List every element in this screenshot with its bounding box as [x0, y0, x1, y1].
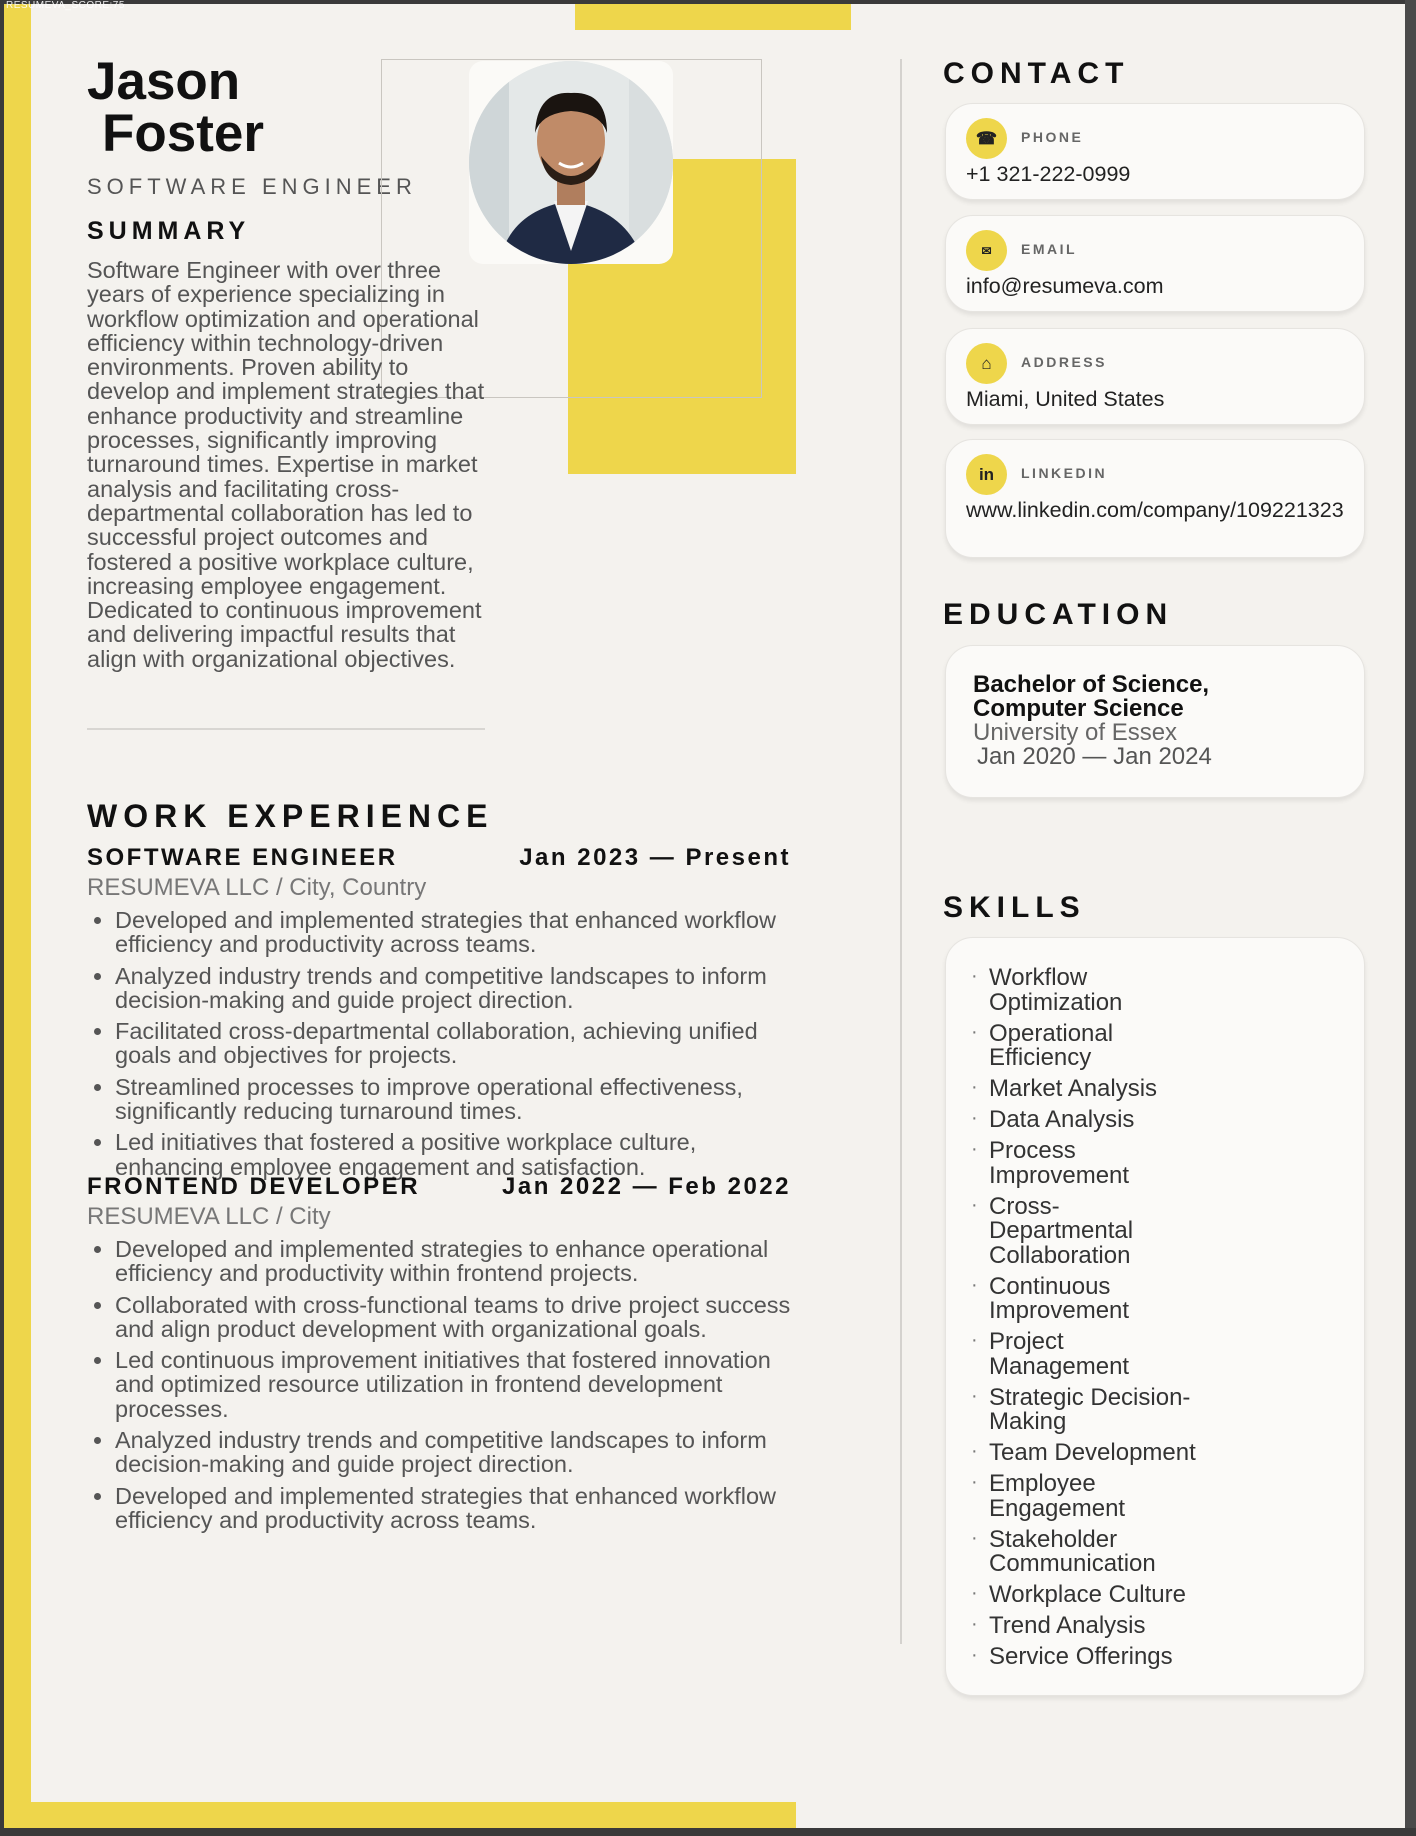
job-dates: Jan 2023 — Present: [519, 844, 791, 871]
education-degree: Bachelor of Science, Computer Science: [973, 671, 1210, 722]
skill-item: · Stakeholder Communication: [971, 1528, 1201, 1577]
job-bullets: [87, 1237, 791, 1532]
job-bullet: • Developed and implemented strategies that enhanced workflow efficiency and productivity across teams.: [115, 908, 791, 957]
summary-heading: SUMMARY: [87, 217, 251, 245]
email-icon: ✉: [966, 230, 1007, 271]
skill-item: · Workflow Optimization: [971, 966, 1201, 1015]
contact-label: PHONE: [1021, 129, 1084, 145]
job-bullet: • Facilitated cross-departmental collaboration, achieving unified goals and objectives for projects.: [115, 1019, 791, 1068]
candidate-name: [87, 52, 264, 163]
job-bullet: • Analyzed industry trends and competitive landscapes to inform decision-making and guide project direction.: [115, 964, 791, 1013]
summary-divider: [87, 728, 485, 730]
top-accent-bar: [575, 4, 851, 30]
linkedin-icon: in: [966, 454, 1007, 495]
job-bullet: • Analyzed industry trends and competitive landscapes to inform decision-making and guide project direction.: [115, 1428, 791, 1477]
skills-card: [945, 937, 1365, 1696]
left-accent-bar: [4, 4, 31, 1828]
job-dates: Jan 2022 — Feb 2022: [502, 1173, 791, 1200]
skill-item: · Operational Efficiency: [971, 1022, 1201, 1071]
first-name: Jason: [87, 52, 241, 111]
skills-list: [971, 966, 1201, 1676]
skill-item: · Team Development: [971, 1441, 1201, 1466]
skill-item: · Process Improvement: [971, 1139, 1201, 1188]
skill-item: · Market Analysis: [971, 1077, 1201, 1102]
job-title: SOFTWARE ENGINEER: [87, 844, 398, 871]
job-bullet: • Collaborated with cross-functional teams to drive project success and align product development with organizational goals.: [115, 1293, 791, 1342]
job-bullets: [87, 908, 791, 1179]
job-title: SOFTWARE ENGINEER: [87, 174, 417, 199]
column-divider: [900, 59, 902, 1644]
summary-text: Software Engineer with over three years of experience specializing in workflow optimization and operational efficiency within technology-driven environments. Proven ability to develop and implement strategies that enhance productivity and streamline processes, significantly improving turnaround times. Expertise in market analysis and facilitating cross-departmental collaboration has led to successful project outcomes and fostered a positive workplace culture, increasing employee engagement. Dedicated to continuous improvement and delivering impactful results that align with organizational objectives.: [87, 257, 485, 672]
home-icon: ⌂: [966, 343, 1007, 384]
contact-card-phone: [945, 103, 1365, 200]
job-bullet: • Led continuous improvement initiatives that fostered innovation and optimized resource utilization in frontend development processes.: [115, 1348, 791, 1421]
contact-card-linkedin: [945, 439, 1365, 558]
job-bullet: • Led initiatives that fostered a positive workplace culture, enhancing employee engagement and satisfaction.: [115, 1130, 791, 1179]
education-school: University of Essex: [973, 719, 1178, 746]
contact-card-email: [945, 215, 1365, 312]
skill-item: · Trend Analysis: [971, 1614, 1201, 1639]
contact-value: Miami, United States: [966, 387, 1165, 411]
education-heading: EDUCATION: [943, 598, 1174, 631]
skill-item: · Cross-Departmental Collaboration: [971, 1195, 1201, 1269]
job-company: RESUMEVA LLC / City: [87, 1203, 331, 1230]
education-dates: Jan 2020 — Jan 2024: [977, 743, 1212, 770]
skill-item: · Service Offerings: [971, 1645, 1201, 1670]
bottom-accent-bar: [4, 1802, 796, 1828]
job-bullet: • Streamlined processes to improve operational effectiveness, significantly reducing turnaround times.: [115, 1075, 791, 1124]
last-name: Foster: [102, 104, 264, 163]
contact-value: info@resumeva.com: [966, 274, 1164, 298]
contact-label: EMAIL: [1021, 241, 1078, 257]
skill-item: · Continuous Improvement: [971, 1275, 1201, 1324]
skills-heading: SKILLS: [943, 891, 1086, 924]
education-card: [945, 645, 1365, 798]
work-experience-heading: WORK EXPERIENCE: [87, 798, 494, 834]
skill-item: · Strategic Decision-Making: [971, 1386, 1201, 1435]
skill-item: · Workplace Culture: [971, 1583, 1201, 1608]
job-bullet: • Developed and implemented strategies to enhance operational efficiency and productivity within frontend projects.: [115, 1237, 791, 1286]
contact-card-address: [945, 328, 1365, 425]
profile-photo: [469, 61, 673, 264]
skill-item: · Project Management: [971, 1330, 1201, 1379]
job-entry: [87, 1173, 791, 1539]
job-title: FRONTEND DEVELOPER: [87, 1173, 421, 1200]
watermark: RESUMEVA_SCORE:75: [6, 0, 125, 11]
contact-heading: CONTACT: [943, 57, 1130, 90]
skill-item: · Data Analysis: [971, 1108, 1201, 1133]
skill-item: · Employee Engagement: [971, 1472, 1201, 1521]
contact-value: +1 321-222-0999: [966, 162, 1131, 186]
job-entry: [87, 844, 791, 1186]
job-company: RESUMEVA LLC / City, Country: [87, 874, 427, 901]
contact-label: LINKEDIN: [1021, 465, 1108, 481]
phone-icon: ☎: [966, 118, 1007, 159]
job-bullet: • Developed and implemented strategies that enhanced workflow efficiency and productivity across teams.: [115, 1484, 791, 1533]
contact-label: ADDRESS: [1021, 354, 1107, 370]
linkedin-link[interactable]: www.linkedin.com/company/109221323: [966, 498, 1344, 522]
